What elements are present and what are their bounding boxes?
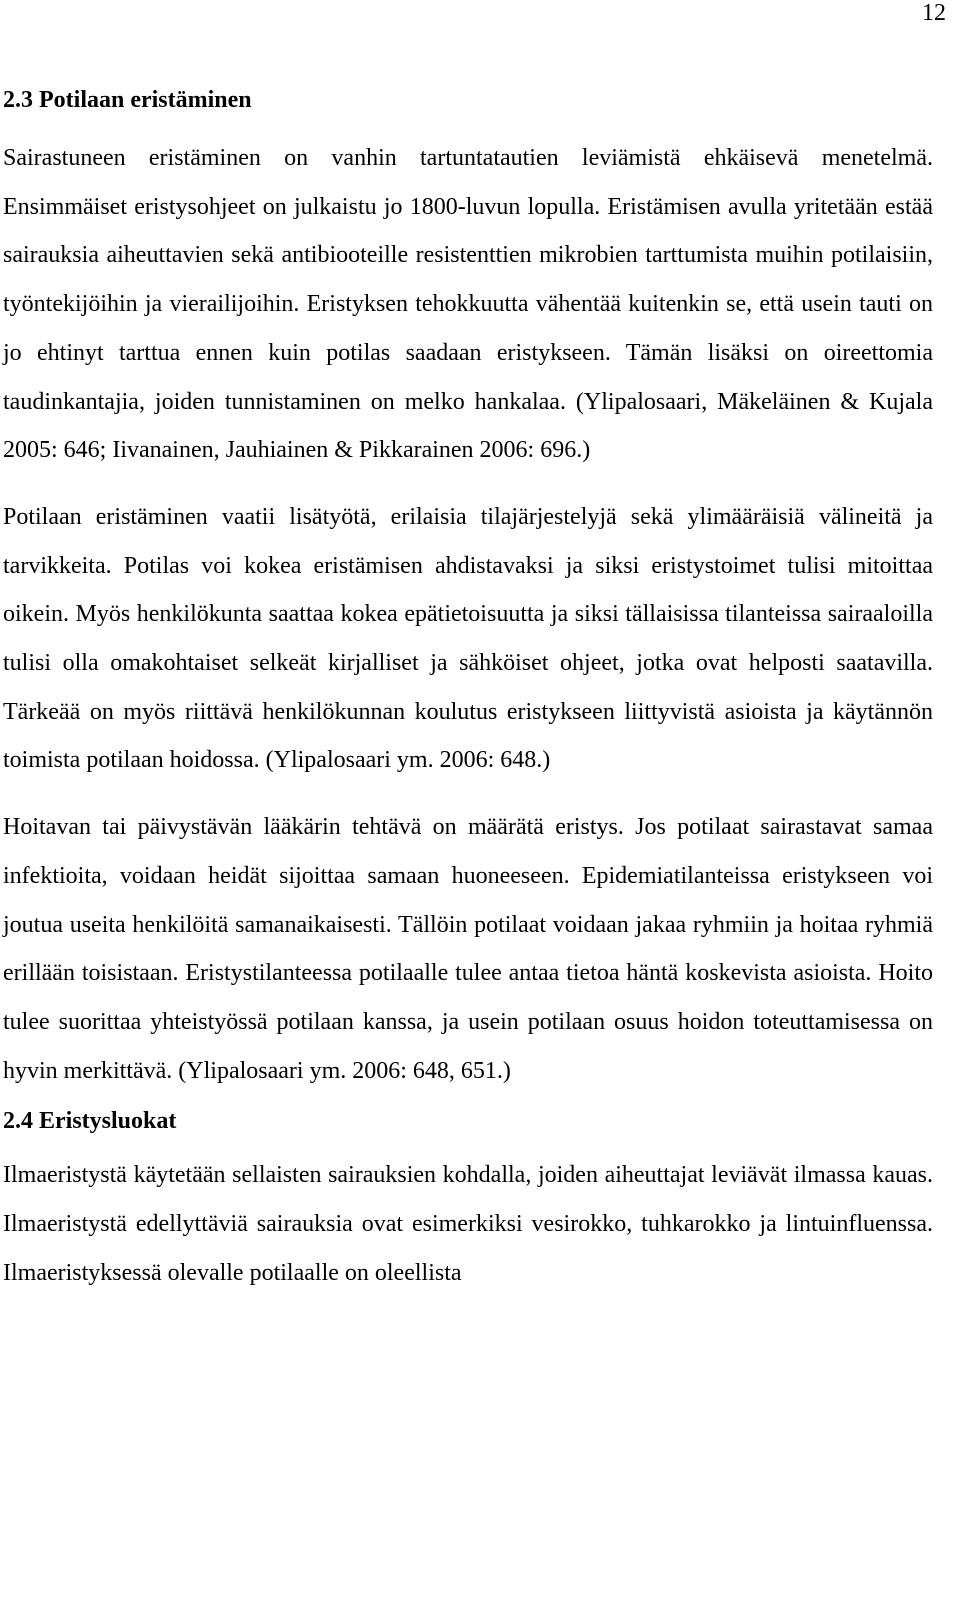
paragraph: Potilaan eristäminen vaatii lisätyötä, erilaisia tilajärjestelyjä sekä ylimääräisiä välineitä ja tarvikkeita. Potilas voi kokea eristämisen ahdistavaksi ja siksi eristystoimet tulisi mitoittaa oikein. Myös henkilökunta saattaa kokea epätietoisuutta ja siksi tällaisissa tilanteissa sairaaloilla tulisi olla omakohtaiset selkeät kirjalliset ja sähköiset ohjeet, jotka ovat helposti saatavilla. Tärkeää on myös riittävä henkilökunnan koulutus eristykseen liittyvistä asioista ja käytännön toimista potilaan hoidossa. (Ylipalosaari ym. 2006: 648.) — [3, 503, 933, 774]
section-heading: 2.3 Potilaan eristäminen — [3, 87, 252, 113]
paragraph: Ilmaeristystä käytetään sellaisten sairauksien kohdalla, joiden aiheuttajat leviävät ilmassa kauas. Ilmaeristystä edellyttäviä sairauksia ovat esimerkiksi vesirokko, tuhkarokko ja lintuinfluenssa. Ilmaeristyksessä olevalle potilaalle on oleellista — [3, 1162, 933, 1286]
page-number: 12 — [922, 0, 946, 26]
section-heading: 2.4 Eristysluokat — [3, 1108, 177, 1135]
paragraph: Hoitavan tai päivystävän lääkärin tehtävä on määrätä eristys. Jos potilaat sairastavat samaa infektioita, voidaan heidät sijoittaa samaan huoneeseen. Epidemiatilanteissa eristykseen voi joutua useita henkilöitä samanaikaisesti. Tällöin potilaat voidaan jakaa ryhmiin ja hoitaa ryhmiä erillään toisistaan. Eristystilanteessa potilaalle tulee antaa tietoa häntä koskevista asioista. Hoito tulee suorittaa yhteistyössä potilaan kanssa, ja usein potilaan osuus hoidon toteuttamisessa on hyvin merkittävä. (Ylipalosaari ym. 2006: 648, 651.) — [3, 814, 933, 1084]
document-body — [3, 80, 933, 1297]
paragraph: Sairastuneen eristäminen on vanhin tartuntatautien leviämistä ehkäisevä menetelmä. Ensimmäiset eristysohjeet on julkaistu jo 1800-luvun lopulla. Eristämisen avulla yritetään estää sairauksia aiheuttavien sekä antibiooteille resistenttien mikrobien tarttumista muihin potilaisiin, työntekijöihin ja vierailijoihin. Eristyksen tehokkuutta vähentää kuitenkin se, että usein tauti on jo ehtinyt tarttua ennen kuin potilas saadaan eristykseen. Tämän lisäksi on oireettomia taudinkantajia, joiden tunnistaminen on melko hankalaa. (Ylipalosaari, Mäkeläinen & Kujala 2005: 646; Iivanainen, Jauhiainen & Pikkarainen 2006: 696.) — [3, 145, 933, 464]
